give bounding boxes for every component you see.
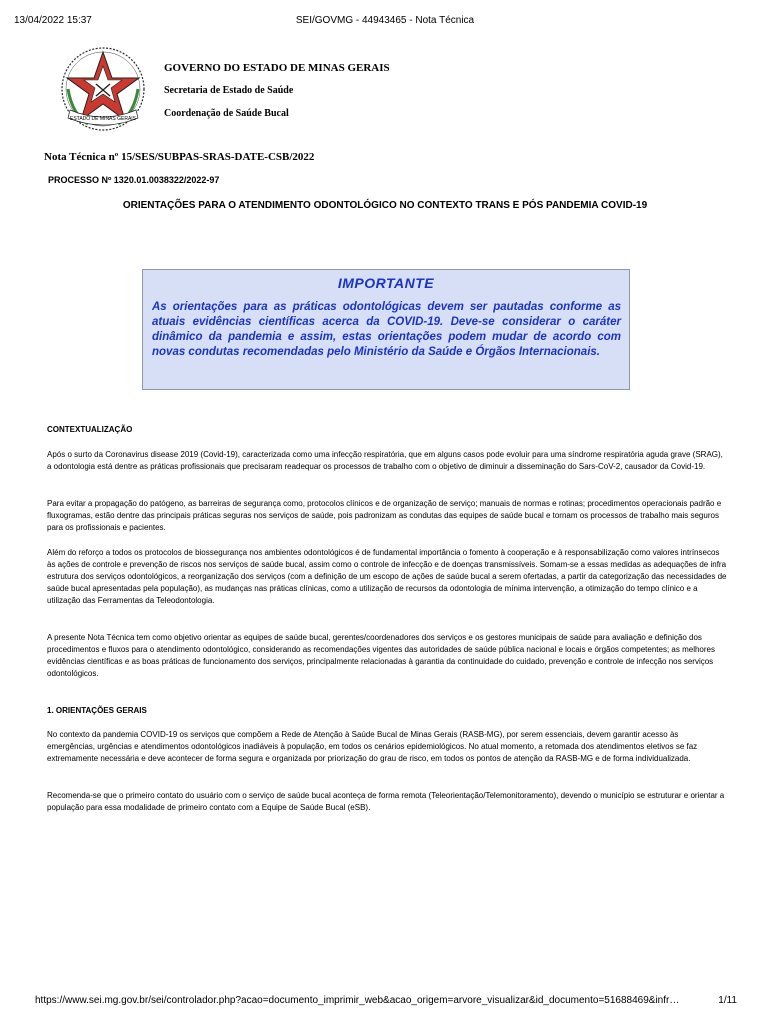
section-heading-contextualizacao: CONTEXTUALIZAÇÃO — [47, 425, 133, 434]
processo-number: PROCESSO Nº 1320.01.0038322/2022-97 — [48, 175, 220, 185]
org-secretariat: Secretaria de Estado de Saúde — [164, 85, 294, 96]
print-datetime: 13/04/2022 15:37 — [14, 15, 92, 26]
importante-body: As orientações para as práticas odontológicas devem ser pautadas conforme as atuais evidências científicas acerca da COVID-19. Deve-se considerar o caráter dinâmico da pandemia e assim, estas orientações podem mudar de acordo com novas condutas recomendadas pelo Ministério da Saúde e Órgãos Internacionais. — [152, 301, 621, 358]
importante-box — [142, 269, 630, 390]
print-doc-ref: SEI/GOVMG - 44943465 - Nota Técnica — [295, 15, 475, 26]
paragraph: Para evitar a propagação do patógeno, as barreiras de segurança como, protocolos clínicos e de organização de serviço; manuais de normas e rotinas; procedimentos operacionais padrão e fluxogramas, estão dentre das principais práticas seguras nos serviços de saúde, pois padronizam as condutas das equipes de saúde bucal e tornam os processos de trabalho mais seguros para os profissionais e pacientes. — [47, 499, 722, 532]
section-heading-orientacoes-gerais: 1. ORIENTAÇÕES GERAIS — [47, 706, 147, 715]
page-number: 1/11 — [718, 995, 737, 1006]
paragraph: Recomenda-se que o primeiro contato do usuário com o serviço de saúde bucal aconteça de forma remota (Teleorientação/Telemonitoramento), devendo o município se estruturar e orientar a população para essa modalidade de primeiro contato com a Equipe de Saúde Bucal (eSB). — [47, 791, 725, 812]
seal-ribbon-text: ESTADO DE MINAS GERAIS — [69, 116, 137, 122]
minas-gerais-coat-of-arms-icon — [58, 44, 148, 134]
org-government: GOVERNO DO ESTADO DE MINAS GERAIS — [164, 62, 390, 74]
paragraph: Além do reforço a todos os protocolos de biossegurança nos ambientes odontológicos é de fundamental importância o fomento à cooperação e à responsabilização como valores intrínsecos às ações de controle e prevenção de riscos nos serviços de saúde bucal, assim como o controle de infecção e de doenças transmissíveis. Somam-se a essas medidas as adequações de infra estrutura dos serviços odontológicos, a reorganização dos serviços (com a definição de um escopo de ações de saúde bucal a serem ofertadas, a partir da categorização das necessidades de saúde bucal apresentadas pela população), as mudanças nas práticas clínicas, como a utilização de recursos da odontologia de mínima intervenção, a otimização do tempo clínico e a utilização das Ferramentas da Teleodontologia. — [47, 548, 727, 605]
paragraph: Após o surto da Coronavirus disease 2019 (Covid-19), caracterizada como uma infecção respiratória, que em alguns casos pode evoluir para uma síndrome respiratória aguda grave (SRAG), a odontologia está dentre as práticas profissionais que precisaram readequar os processos de trabalho com o objetivo de diminuir a disseminação do Sars-CoV-2, causador da Covid-19. — [47, 450, 723, 471]
print-url: https://www.sei.mg.gov.br/sei/controlador.php?acao=documento_imprimir_web&acao_origem=arvore_visualizar&id_documento=51688469&infr… — [35, 995, 680, 1006]
paragraph: No contexto da pandemia COVID-19 os serviços que compõem a Rede de Atenção à Saúde Bucal de Minas Gerais (RASB-MG), por serem essenciais, devem garantir acesso às emergências, urgências e atendimentos odontológicos inadiáveis à população, em todos os cenários epidemiológicos. No atual momento, a retomada dos atendimentos eletivos se faz extremamente necessária e deve acontecer de forma segura e organizada por priorização do grau de risco, em todos os pontos de atenção da RASB-MG e de forma individualizada. — [47, 730, 698, 763]
paragraph: A presente Nota Técnica tem como objetivo orientar as equipes de saúde bucal, gerentes/coordenadores dos serviços e os gestores municipais de saúde para avaliação e definição dos procedimentos e fluxos para o atendimento odontológico, considerando as recomendações vigentes das autoridades de saúde pública nacional e locais e órgãos competentes; as melhores evidências científicas e as boas práticas de funcionamento dos serviços, principalmente relacionadas à garantia da continuidade do cuidado, prevenção e controle de infecção nos serviços odontológicos. — [47, 633, 715, 678]
org-coordination: Coordenação de Saúde Bucal — [164, 108, 289, 119]
importante-title: IMPORTANTE — [337, 275, 435, 291]
document-title: ORIENTAÇÕES PARA O ATENDIMENTO ODONTOLÓGICO NO CONTEXTO TRANS E PÓS PANDEMIA COVID-19 — [122, 200, 648, 211]
nota-tecnica-number: Nota Técnica nº 15/SES/SUBPAS-SRAS-DATE-CSB/2022 — [44, 151, 315, 163]
